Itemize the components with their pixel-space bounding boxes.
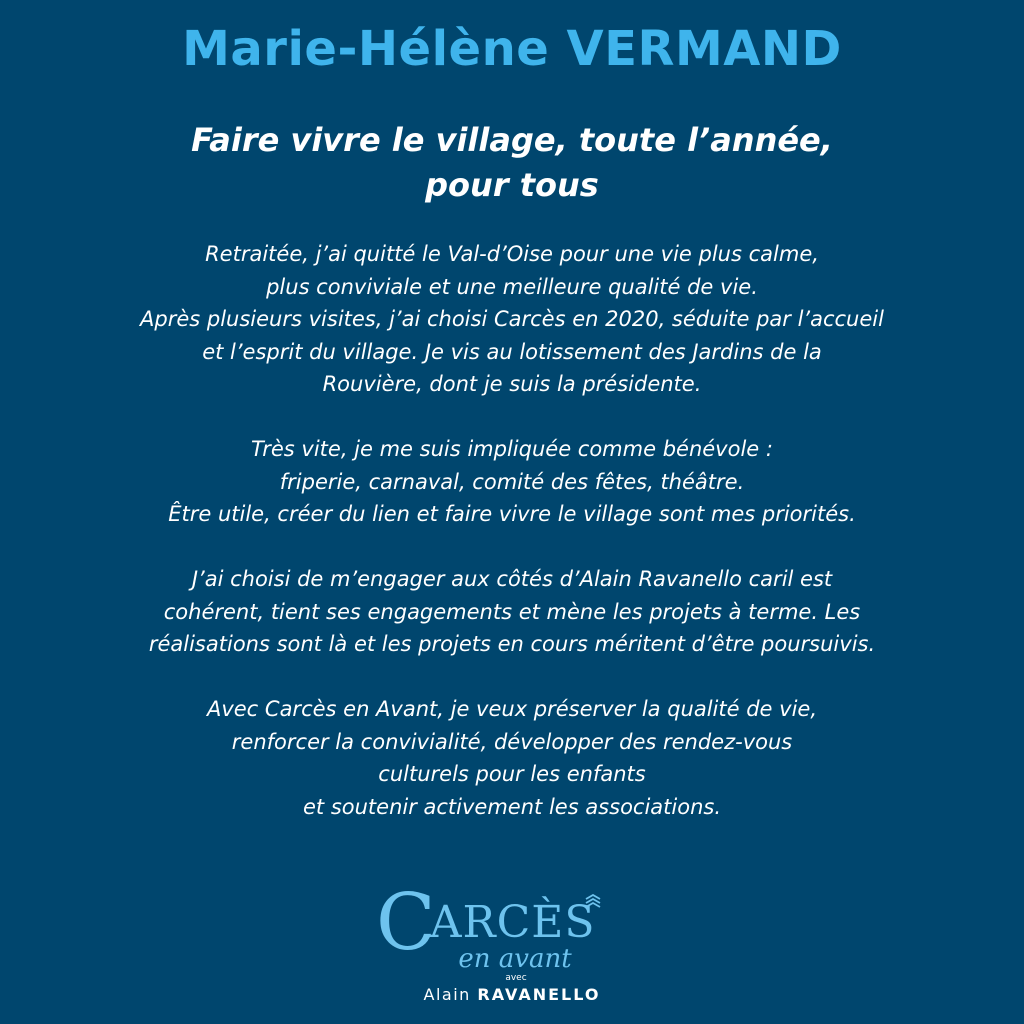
text-line: renforcer la convivialité, développer des rendez-vous [231,729,793,754]
text-line: et l’esprit du village. Je vis au lotissement des Jardins de la [202,339,822,364]
logo-wordmark-rest: ARCÈS [429,897,596,948]
text-line: Après plusieurs visites, j’ai choisi Carcès en 2020, séduite par l’accueil [140,307,884,331]
text-line: Retraitée, j’ai quitté le Val-d’Oise pour une vie plus calme, [205,242,819,266]
text-line: Être utile, créer du lien et faire vivre le village sont mes priorités. [168,502,856,526]
wave-chevrons-icon [584,894,602,908]
text-line: et soutenir activement les associations. [302,794,722,819]
text-line: culturels pour les enfants [378,762,646,786]
text-line: Avec Carcès en Avant, je veux préserver la qualité de vie, [206,697,818,721]
headline [0,118,1024,208]
text-line: J’ai choisi de m’engager aux côtés d’Alain Ravanello caril est [191,567,833,591]
logo-initial: C [376,878,436,968]
logo-script: en avant [458,944,572,974]
text-line: friperie, carnaval, comité des fêtes, théâtre. [279,469,745,494]
headline-line: pour tous [425,166,599,204]
text-line: Très vite, je me suis impliquée comme bénévole : [251,437,773,461]
headline-line: Faire vivre le village, toute l’année, [191,121,833,159]
text-line: réalisations sont là et les projets en cours méritent d’être poursuivis. [148,632,876,656]
candidate-name: Marie-Hélène VERMAND [182,21,842,77]
paragraph-commitment [0,563,1024,661]
logo-first-name: Alain [423,985,471,1004]
text-line: plus conviviale et une meilleure qualité de vie. [266,274,758,299]
text-line: cohérent, tient ses engagements et mène les projets à terme. Les [163,599,861,624]
paragraph-background [0,238,1024,401]
carces-en-avant-logo [362,880,662,1010]
logo-last-name: RAVANELLO [477,985,601,1004]
text-line: Rouvière, dont je suis la présidente. [322,372,702,396]
logo-signature [362,983,662,1007]
paragraph-goals [0,693,1024,823]
paragraph-volunteering [0,433,1024,531]
biography [0,238,1024,856]
logo-avec: avec [505,973,527,983]
